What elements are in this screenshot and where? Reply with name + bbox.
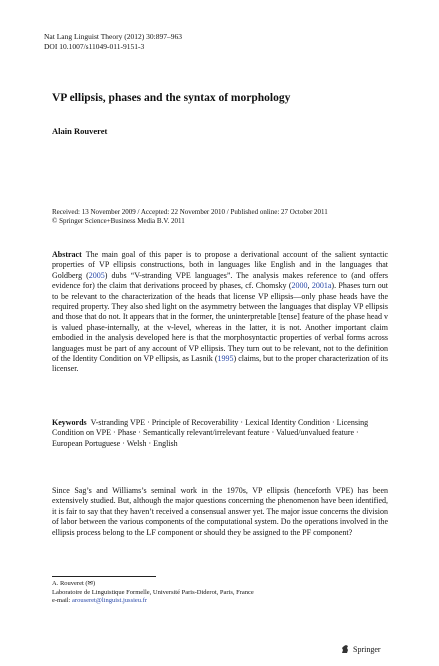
abstract-text-4: ) claims, but to the proper characterization of its licenser. (52, 354, 388, 374)
springer-horse-icon (340, 644, 350, 654)
citation-link[interactable]: 1995 (217, 354, 234, 364)
doi: DOI 10.1007/s11049-011-9151-3 (44, 42, 145, 51)
abstract-text-2: ) dubs “V-stranding VPE languages”. The analysis makes reference to (and offers evidence for) the claim that derivations proceed by phases, cf. Chomsky ( (52, 270, 388, 291)
footnote-rule (52, 576, 156, 577)
body-paragraph: Since Sag’s and Williams’s seminal work in the 1970s, VP ellipsis (henceforth VPE) has been extensively studied. But, although the major questions concerning the phenomenon have been identified, it is fair to say that they haven’t received a consensual answer yet. The major issue concerns the division of labor between the various components of the computational system. Do the operations involved in the ellipsis process belong to the LF component or should they be assigned to the PF component? (52, 486, 388, 537)
history-line: Received: 13 November 2009 / Accepted: 22 November 2010 / Published online: 27 October 2011 (52, 208, 328, 216)
keywords (52, 418, 388, 449)
abstract (52, 250, 388, 375)
abstract-label: Abstract (52, 250, 82, 259)
abstract-text-3: ). Phases turn out to be relevant to the characterization of the heads that license VP ellipsis—only phase heads have the required property. They also shed light on the asymmetry between the languages that display VP ellipsis and those that do not. It appears that in the former, the uninterpretable [tense] feature of the phase head v is valued phase-internally, at the v-level, whereas in the latter, it is not. Another important claim embodied in the analysis developed here is that the morphosyntactic properties of verbal forms across languages must be part of any account of VP ellipsis. They turn out to be relevant, not to the definition of the Identity Condition on VP ellipsis, as Lasnik ( (52, 281, 389, 364)
keywords-label: Keywords (52, 418, 87, 427)
email-link[interactable]: arouseret@linguist.jussieu.fr (72, 597, 147, 605)
journal-header (44, 32, 182, 52)
journal-citation: Nat Lang Linguist Theory (2012) 30:897–963 (44, 32, 182, 41)
author-name: Alain Rouveret (52, 126, 108, 136)
abstract-text-1: The main goal of this paper is to propose a derivational account of the salient syntactic properties of VP ellipsis constructions, both in languages like English and in the languages that Goldberg ( (52, 250, 388, 280)
copyright-line: © Springer Science+Business Media B.V. 2011 (52, 217, 185, 225)
publication-dates (52, 208, 328, 226)
article-title: VP ellipsis, phases and the syntax of morphology (52, 92, 291, 104)
footnote-email-line (52, 597, 254, 606)
citation-separator: , (307, 281, 312, 291)
publisher-logo (340, 644, 381, 654)
footnote-affiliation: Laboratoire de Linguistique Formelle, Université Paris-Diderot, Paris, France (52, 588, 254, 596)
citation-link[interactable]: 2001a (311, 281, 332, 291)
footnote-author: A. Rouveret (✉) (52, 580, 96, 587)
keywords-text: V-stranding VPE · Principle of Recoverability · Lexical Identity Condition · Licensing Condition on VPE · Phase · Semantically relevant/irrelevant feature · Valued/unvalued feature · European Portuguese · Welsh · English (52, 418, 369, 448)
author-footnote (52, 580, 254, 606)
publisher-name: Springer (353, 644, 381, 654)
email-label: e-mail: (52, 597, 73, 605)
citation-link[interactable]: 2005 (88, 270, 105, 280)
citation-link[interactable]: 2000 (291, 281, 308, 291)
